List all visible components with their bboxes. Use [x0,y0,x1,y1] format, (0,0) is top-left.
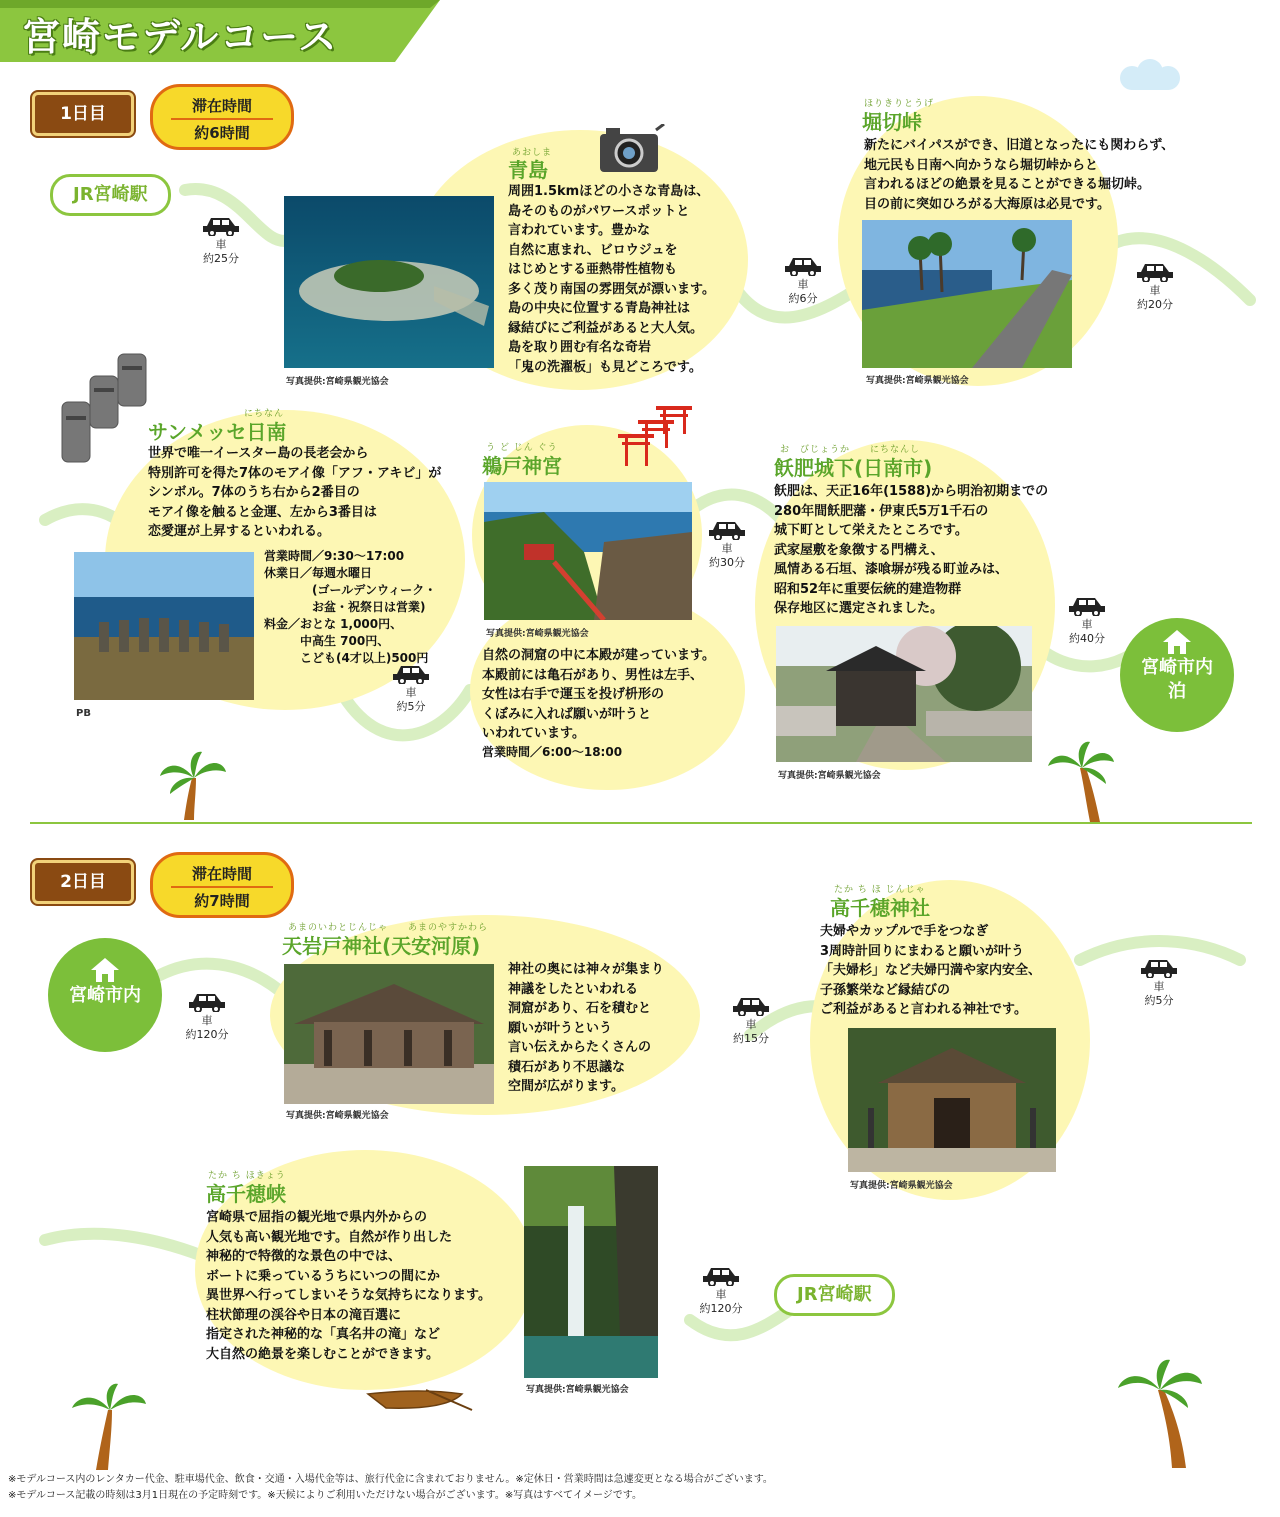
aoshima-photo [284,196,494,368]
car-icon [1067,594,1107,616]
photo-credit: 写真提供:宮崎県観光協会 [778,771,881,781]
photo-credit: 写真提供:宮崎県観光協会 [286,377,389,387]
car-icon [391,662,431,684]
day1-badge: 1日目 [32,92,134,136]
house-icon [89,956,121,984]
start-station-day1: JR宮崎駅 [50,174,171,216]
car-icon [701,1264,741,1286]
horikiri-photo [862,220,1072,368]
car-label: 車 [1149,284,1161,297]
day2-stay-time [150,852,294,918]
palm-tree-icon [1046,738,1116,822]
boat-icon [366,1384,476,1414]
car-transfer [686,1264,756,1316]
end-line1: 宮崎市内 [1141,657,1213,678]
car-transfer [1120,260,1190,312]
car-icon [707,518,747,540]
photo-credit: 写真提供:宮崎県観光協会 [286,1111,389,1121]
takachiho-jinja-title: 高千穂神社 [830,896,930,920]
takachiho-kyo-photo [524,1166,658,1378]
car-time: 約120分 [699,1302,743,1315]
takachiho-jinja-photo [848,1028,1056,1172]
stay-label: 滞在時間 [171,863,273,888]
aoshima-description: 周囲1.5kmほどの小さな青島は、 島そのものがパワースポットと 言われています。豊かな 自然に恵まれ、ビロウジュを はじめとする亜熱帯性植物も 多く茂り南国の雰囲気が漂います。 島の中央に位置する青島神社は 縁結びにご利益があると大人気。 島を取り囲む有名な奇岩 「鬼の洗濯板」も見どころです。 [508,184,715,375]
amanoiwato-description: 神社の奥には神々が集まり 神議をしたといわれる 洞窟があり、石を積むと 願いが叶うという 言い伝えからたくさんの 積石があり不思議な 空間が広がります。 [508,962,665,1094]
torii-icon [616,404,696,470]
sunmesse-description: 世界で唯一イースター島の長老会から 特別許可を得た7体のモアイ像「アフ・アキビ」が シンボル。7体のうち右から2番目の モアイ像を触ると金運、左から3番目は 恋愛運が上昇するといわれる。 [148,446,442,539]
sunmesse-info: 営業時間／9:30～17:00 休業日／毎週水曜日 (ゴールデンウィーク・ お盆・祝祭日は営業) 料金／おとな 1,000円、 中高生 700円、 こども(4才以上)500円 [264,549,437,665]
car-time: 約5分 [396,700,426,713]
car-label: 車 [405,686,417,699]
takachiho-kyo-ruby: たか ち ほきょう [208,1171,286,1181]
obi-title: 飫肥城下(日南市) [774,456,933,480]
sunmesse-photo [74,552,254,700]
stay-label: 滞在時間 [171,95,273,120]
car-icon [1139,956,1179,978]
amanoiwato-ruby: あまのいわとじんじゃ あまのやすかわら [288,923,489,933]
car-time: 約20分 [1137,298,1173,311]
car-icon [187,990,227,1012]
car-transfer [1124,956,1194,1008]
car-label: 車 [745,1018,757,1031]
car-label: 車 [215,238,227,251]
udo-description: 自然の洞窟の中に本殿が建っています。 本殿前には亀石があり、男性は左手、 女性は右手で運玉を投げ枡形の くぼみに入れば願いが叶うと いわれています。 [482,648,715,741]
stay-value: 約7時間 [194,892,250,910]
palm-tree-icon [158,748,228,820]
palm-tree-icon [70,1380,150,1470]
udo-hours: 営業時間／6:00～18:00 [482,745,623,759]
day1-end-stop [1120,618,1234,732]
car-transfer [1052,594,1122,646]
car-transfer [692,518,762,570]
photo-credit: PB [76,708,91,719]
car-label: 車 [797,278,809,291]
moai-icon [56,352,156,472]
takachiho-jinja-description: 夫婦やカップルで手をつなぎ 3周時計回りにまわると願いが叶う 「夫婦杉」など夫婦円満や家内安全、 子孫繁栄など縁結びの ご利益があると言われる神社です。 [820,924,1042,1017]
horikiri-description: 新たにバイパスができ、旧道となったにも関わらず、 地元民も日南へ向かうなら堀切峠からと 言われるほどの絶景を見ることができる堀切峠。 目の前に突如ひろがる大海原は必見です。 [864,138,1175,212]
horikiri-title: 堀切峠 [862,110,922,134]
horikiri-ruby: ほりきりとうげ [864,99,935,109]
start-label: 宮崎市内 [69,985,141,1006]
car-time: 約15分 [733,1032,769,1045]
udo-ruby: う ど じん ぐう [486,443,558,453]
car-time: 約40分 [1069,632,1105,645]
amanoiwato-photo [284,964,494,1104]
end-station-day2: JR宮崎駅 [774,1274,895,1316]
car-icon [201,214,241,236]
house-icon [1161,628,1193,656]
car-transfer [186,214,256,266]
obi-description: 飫肥は、天正16年(1588)から明治初期までの 280年間飫肥藩・伊東氏5万1千石の 城下町として栄えたところです。 武家屋敷を象徴する門構え、 風情ある石垣、漆喰塀が残る町並みは、 昭和52年に重要伝統的建造物群 保存地区に選定されました。 [774,484,1049,616]
takachiho-jinja-ruby: たか ち ほ じんじゃ [834,885,926,895]
car-label: 車 [201,1014,213,1027]
day-divider [30,822,1252,824]
udo-photo [484,482,692,620]
takachiho-kyo-description: 宮崎県で屈指の観光地で県内外からの 人気も高い観光地です。自然が作り出した 神秘的で特徴的な景色の中では、 ボートに乗っているうちにいつの間にか 異世界へ行ってしまいそうな気持ちになります。 柱状節理の渓谷や日本の滝百選に 指定された神秘的な「真名井の滝」など 大自然の絶景を楽しむことができます。 [206,1210,491,1362]
aoshima-ruby: あおしま [512,148,553,158]
page-title: 宮崎モデルコース [22,15,339,59]
end-line2: 泊 [1168,681,1186,702]
day2-badge: 2日目 [32,860,134,904]
car-icon [731,994,771,1016]
day2-start-stop [48,938,162,1052]
car-label: 車 [715,1288,727,1301]
stay-value: 約6時間 [194,124,250,142]
sunmesse-ruby: にちなん [244,409,285,419]
car-label: 車 [1081,618,1093,631]
car-icon [1135,260,1175,282]
car-transfer [376,662,446,714]
sunmesse-title: サンメッセ日南 [148,420,287,444]
car-icon [783,254,823,276]
car-label: 車 [1153,980,1165,993]
camera-icon [596,124,666,176]
amanoiwato-title: 天岩戸神社(天安河原) [282,934,481,958]
palm-tree-icon [1116,1356,1206,1468]
car-transfer [172,990,242,1042]
car-transfer [768,254,838,306]
footer-notes: ※モデルコース内のレンタカー代金、駐車場代金、飲食・交通・入場代金等は、旅行代金に含まれておりません。※定休日・営業時間は急遽変更となる場合がございます。 ※モデルコース記載の時刻は3月1日現在の予定時刻です。※天候によりご利用いただけない場合がございます。※写真はすべてイメージです。 [8,1474,773,1501]
car-time: 約5分 [1144,994,1174,1007]
photo-credit: 写真提供:宮崎県観光協会 [526,1385,629,1395]
car-label: 車 [721,542,733,555]
car-time: 約6分 [788,292,818,305]
photo-credit: 写真提供:宮崎県観光協会 [486,629,589,639]
aoshima-title: 青島 [508,158,548,182]
car-time: 約25分 [203,252,239,265]
photo-credit: 写真提供:宮崎県観光協会 [850,1181,953,1191]
car-transfer [716,994,786,1046]
takachiho-kyo-title: 高千穂峡 [206,1182,286,1206]
day1-stay-time [150,84,294,150]
udo-title: 鵜戸神宮 [482,454,562,478]
car-time: 約120分 [185,1028,229,1041]
obi-photo [776,626,1032,762]
obi-ruby: お びじょうか にちなんし [780,445,921,455]
car-time: 約30分 [709,556,745,569]
cloud-icon [1110,58,1190,92]
photo-credit: 写真提供:宮崎県観光協会 [866,376,969,386]
